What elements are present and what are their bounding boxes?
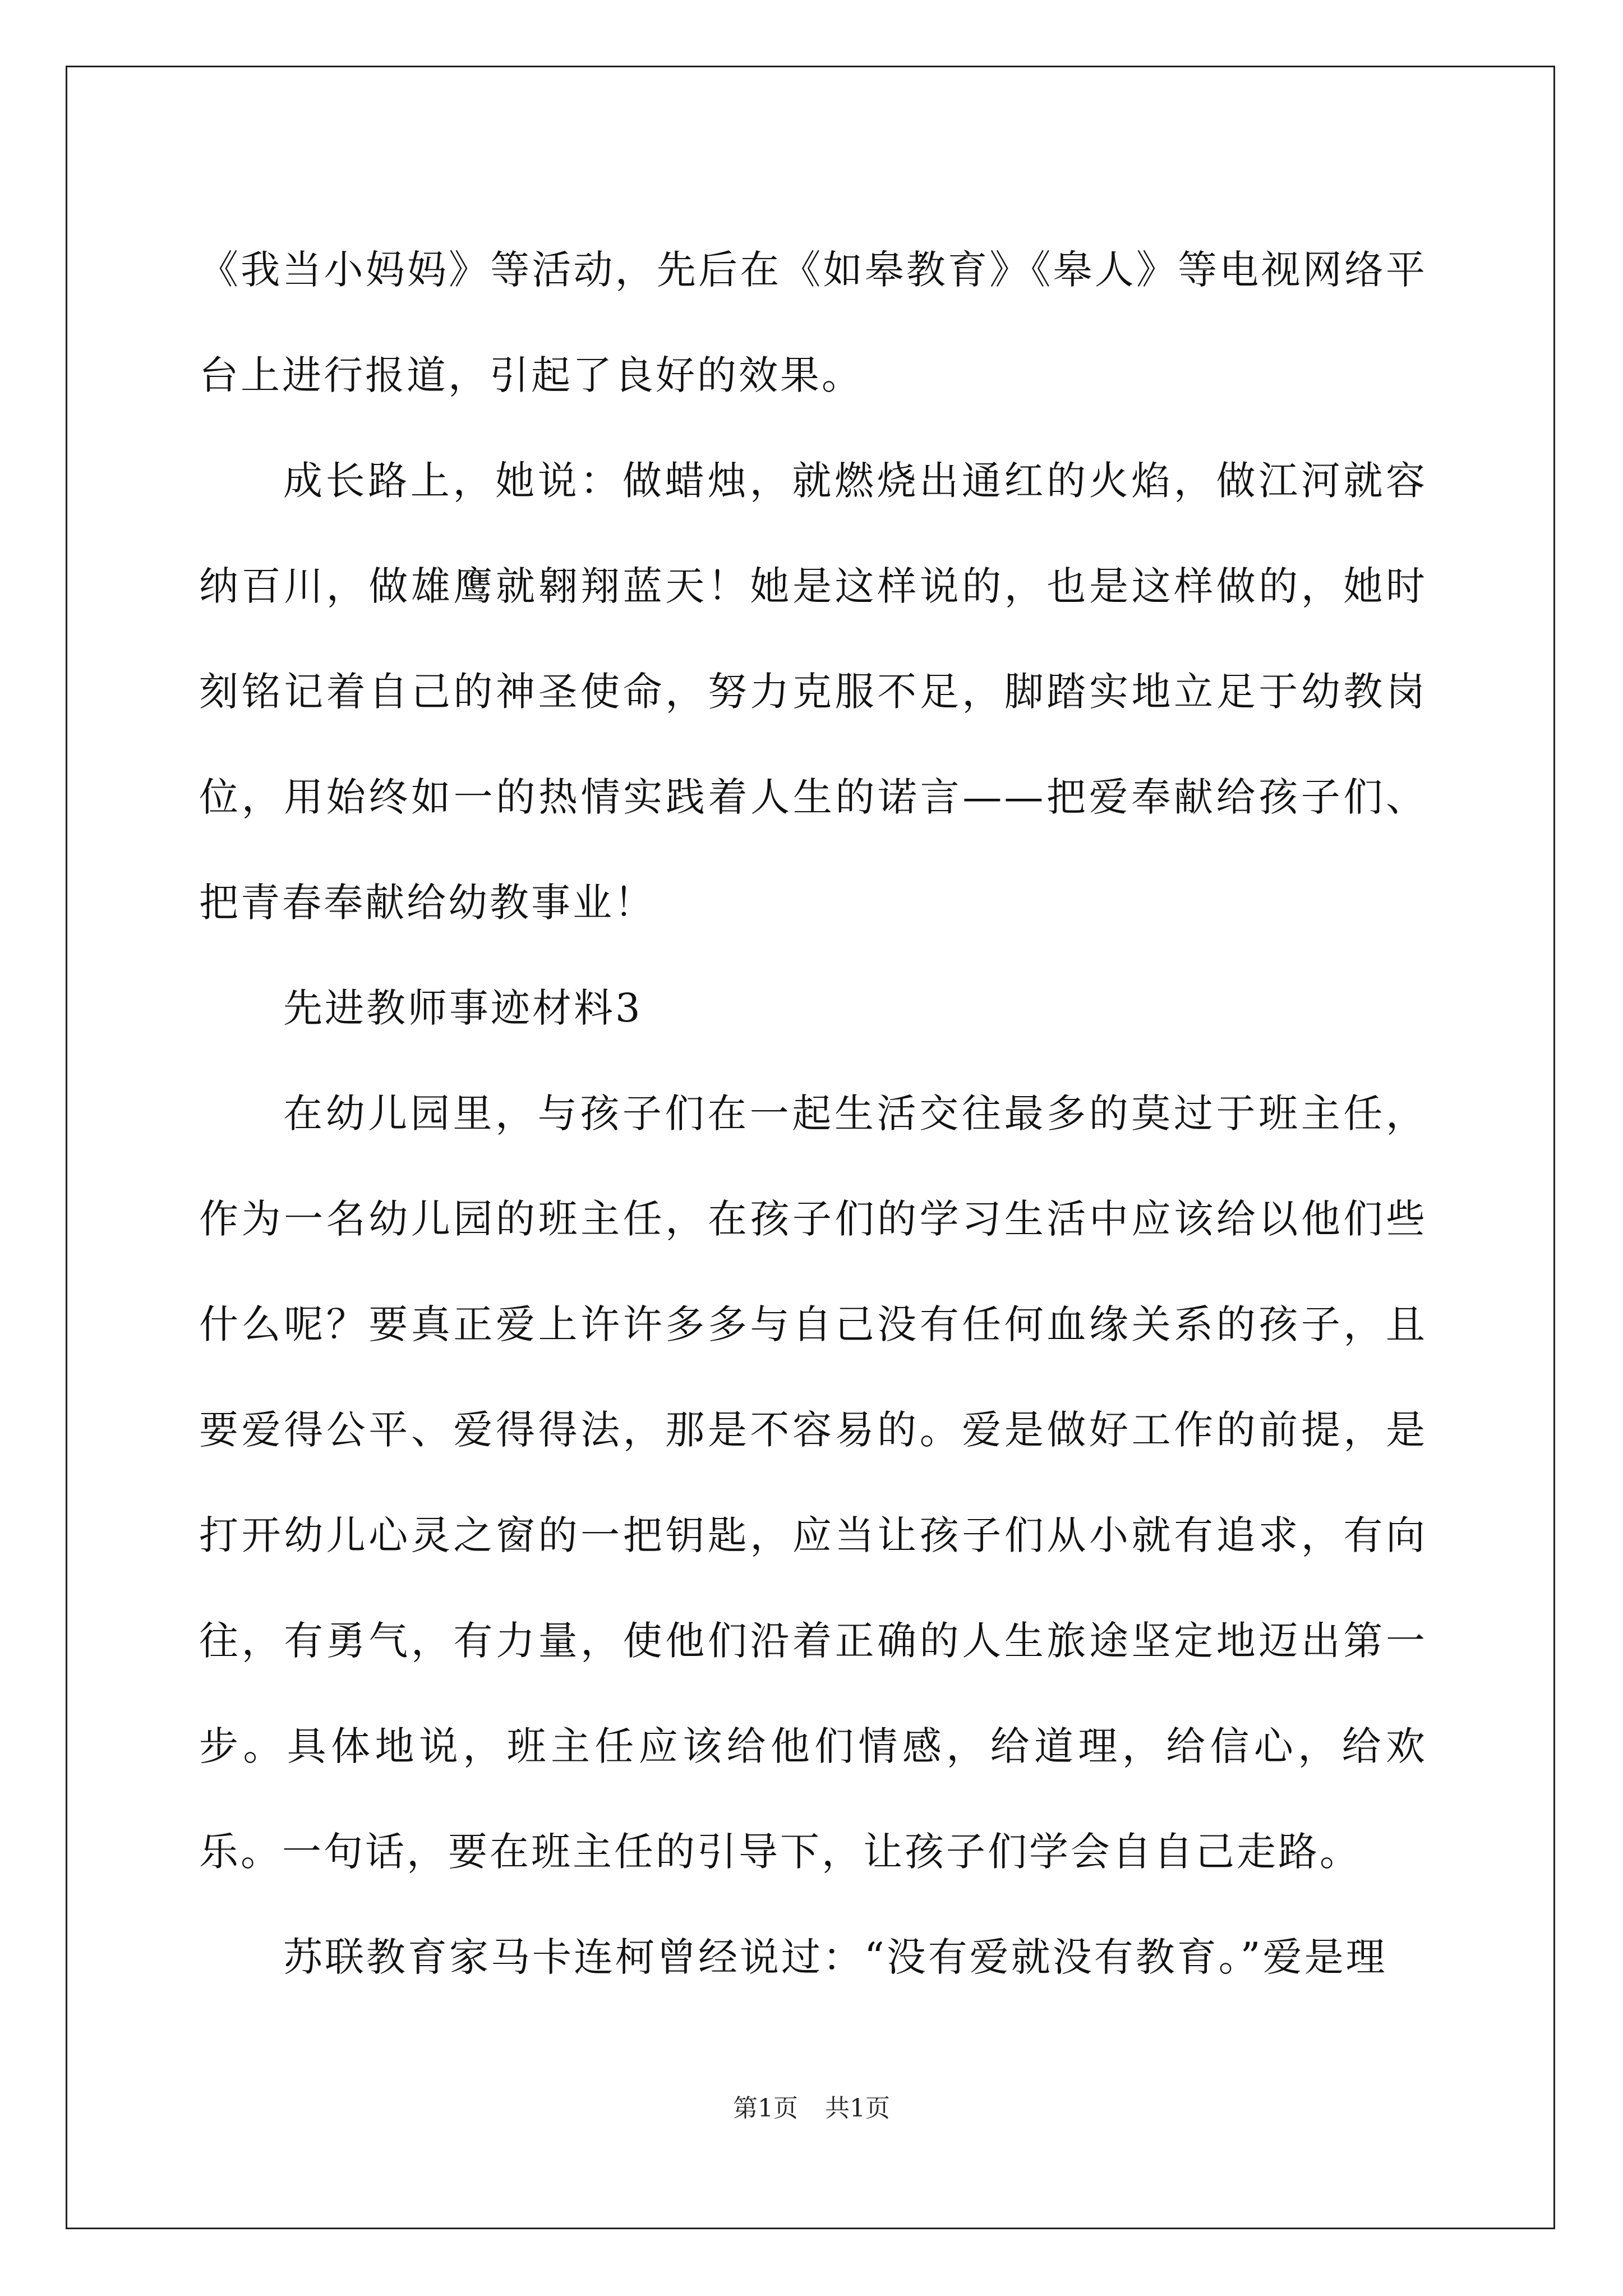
page-total: 共1页 [825,2094,890,2123]
section-heading: 先进教师事迹材料3 [283,985,643,1031]
paragraph-3: 在幼儿园里，与孩子们在一起生活交往最多的莫过于班主任，作为一名幼儿园的班主任，在孩子们的学习生活中应该给以他们些什么呢？要真正爱上许许多多与自己没有任何血缘关系的孩子，且要爱得公平、爱得得法，那是不容易的。爱是做好工作的前提，是打开幼儿心灵之窗的一把钥匙，应当让孩子们从小就有追求，有向往，有勇气，有力量，使他们沿着正确的人生旅途坚定地迈出第一步。具体地说，班主任应该给他们情感，给道理，给信心，给欢乐。一句话，要在班主任的引导下，让孩子们学会自自己走路。 [199,1091,1427,1875]
document-body [199,217,1427,2010]
paragraph-2: 成长路上，她说：做蜡烛，就燃烧出通红的火焰，做江河就容纳百川，做雄鹰就翱翔蓝天！她是这样说的，也是这样做的，她时刻铭记着自己的神圣使命，努力克服不足，脚踏实地立足于幼教岗位，用始终如一的热情实践着人生的诺言——把爱奉献给孩子们、把青春奉献给幼教事业！ [199,458,1427,926]
paragraph-4: 苏联教育家马卡连柯曾经说过：“没有爱就没有教育。”爱是理 [283,1934,1387,1980]
page-number: 第1页 [733,2094,798,2123]
page-footer [0,2088,1623,2124]
paragraph-1: 《我当小妈妈》等活动，先后在《如皋教育》《皋人》等电视网络平台上进行报道，引起了良好的效果。 [199,247,1427,398]
